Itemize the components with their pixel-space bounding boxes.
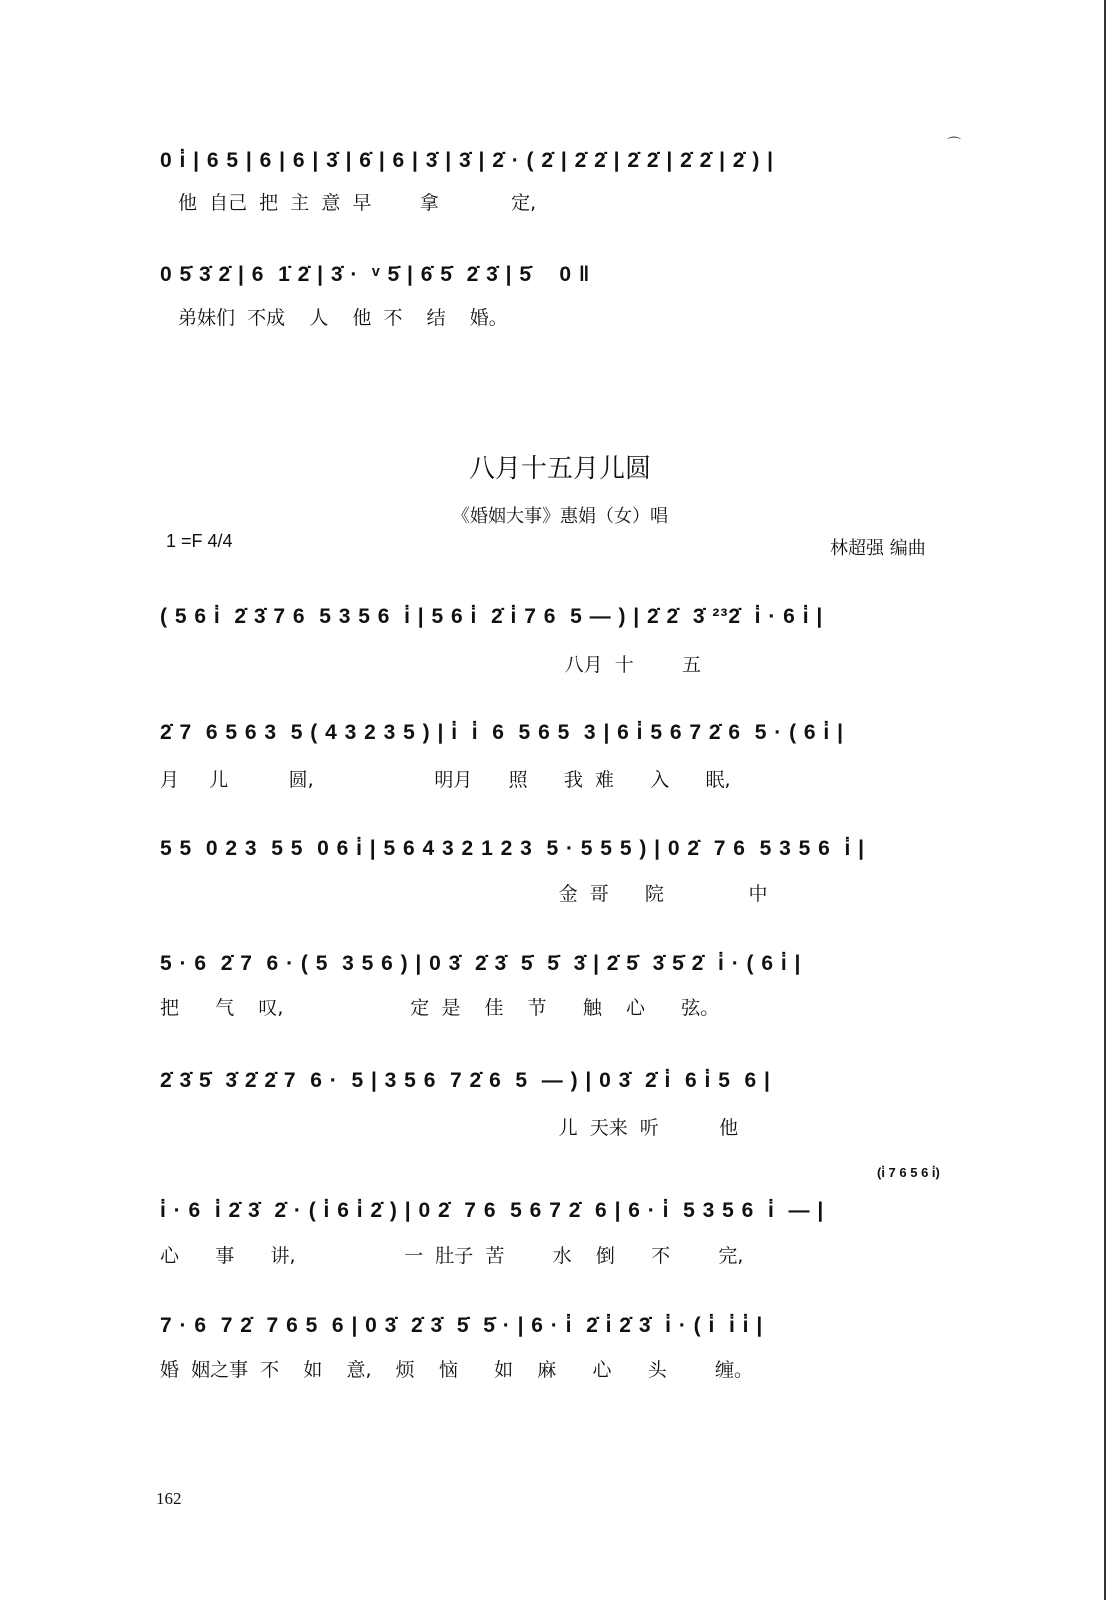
page-number: 162 bbox=[156, 1489, 182, 1508]
notation-line: 2̇ 7 6 5 6 3 5 ( 4 3 2 3 5 ) | i̇ i̇ 6 5 6 5 3 | 6 i̇ 5 6 7 2̇ 6 5 · ( 6 i̇ | bbox=[160, 721, 844, 744]
lyric-line: 八月 十 五 bbox=[160, 654, 702, 676]
fermata-icon: ⌒ bbox=[947, 137, 961, 153]
lyric-line: 婚 姻之事 不 如 意, 烦 恼 如 麻 心 头 缠。 bbox=[160, 1359, 754, 1381]
lyric-line: 把 气 叹, 定 是 佳 节 触 心 弦。 bbox=[160, 997, 720, 1019]
notation-line: 5 · 6 2̇ 7 6 · ( 5 3 5 6 ) | 0 3̇ 2̇ 3̇ 5̇ 5̇ 3̇ | 2̇ 5̇ 3̇ 5̇ 2̇ i̇ · ( 6 i̇ | bbox=[160, 952, 802, 975]
lyric-line: 金 哥 院 中 bbox=[160, 883, 768, 905]
notation-line: 7 · 6 7 2̇ 7 6 5 6 | 0 3̇ 2̇ 3̇ 5̇ 5̇ · | 6 · i̇ 2̇ i̇ 2̇ 3̇ i̇ · ( i̇ i̇ i̇ | bbox=[160, 1314, 764, 1337]
lyric-line: 他 自己 把 主 意 早 拿 定, bbox=[178, 192, 537, 214]
notation-line: 0 i̇ | 6 5 | 6 | 6 | 3̇ | 6̇ | 6 | 3̇ | 3̇ | 2̇ · ( 2̇ | 2̇ 2̇ | 2̇ 2̇ | 2̇ 2̇ | 2̇ ) | bbox=[160, 149, 775, 172]
notation-line: 2̇ 3̇ 5̇ 3̇ 2̇ 2̇ 7 6 · 5 | 3 5 6 7 2̇ 6 5 — ) | 0 3̇ 2̇ i̇ 6 i̇ 5 6 | bbox=[160, 1069, 771, 1092]
key-signature: 1 =F 4/4 bbox=[166, 531, 233, 551]
page-edge-line bbox=[1104, 0, 1106, 1600]
composer-credit: 林超强 编曲 bbox=[830, 538, 926, 559]
notation-line: i̇ · 6 i̇ 2̇ 3̇ 2̇ · ( i̇ 6 i̇ 2̇ ) | 0 2̇ 7 6 5 6 7 2̇ 6 | 6 · i̇ 5 3 5 6 i̇ — | bbox=[160, 1199, 825, 1222]
lyric-line: 弟妹们 不成 人 他 不 结 婚。 bbox=[178, 307, 508, 329]
notation-line: ( 5 6 i̇ 2̇ 3̇ 7 6 5 3 5 6 i̇ | 5 6 i̇ 2̇ i̇ 7 6 5 — ) | 2̇ 2̇ 3̇ ²³2̇ i̇ · 6 i̇ | bbox=[160, 605, 824, 628]
notation-line: 5 5 0 2 3 5 5 0 6 i̇ | 5 6 4 3 2 1 2 3 5 · 5 5 5 ) | 0 2̇ 7 6 5 3 5 6 i̇ | bbox=[160, 837, 866, 860]
lyric-line: 儿 天来 听 他 bbox=[160, 1117, 739, 1139]
notation-line: 0 5̇ 3̇ 2̇ | 6 1̇ 2̇ | 3̇ · ᵛ 5̇ | 6̇ 5̇ 2̇ 3̇ | 5̇ 0 ‖ bbox=[160, 263, 591, 286]
grace-note: (i̇ 7 6 5 6 i̇) bbox=[877, 1165, 940, 1180]
lyric-line: 心 事 讲, 一 肚子 苦 水 倒 不 完, bbox=[160, 1245, 744, 1267]
song-subtitle: 《婚姻大事》惠娟（女）唱 bbox=[452, 506, 668, 527]
lyric-line: 月 儿 圆, 明月 照 我 难 入 眠, bbox=[160, 769, 731, 791]
song-title: 八月十五月儿圆 bbox=[468, 454, 651, 484]
